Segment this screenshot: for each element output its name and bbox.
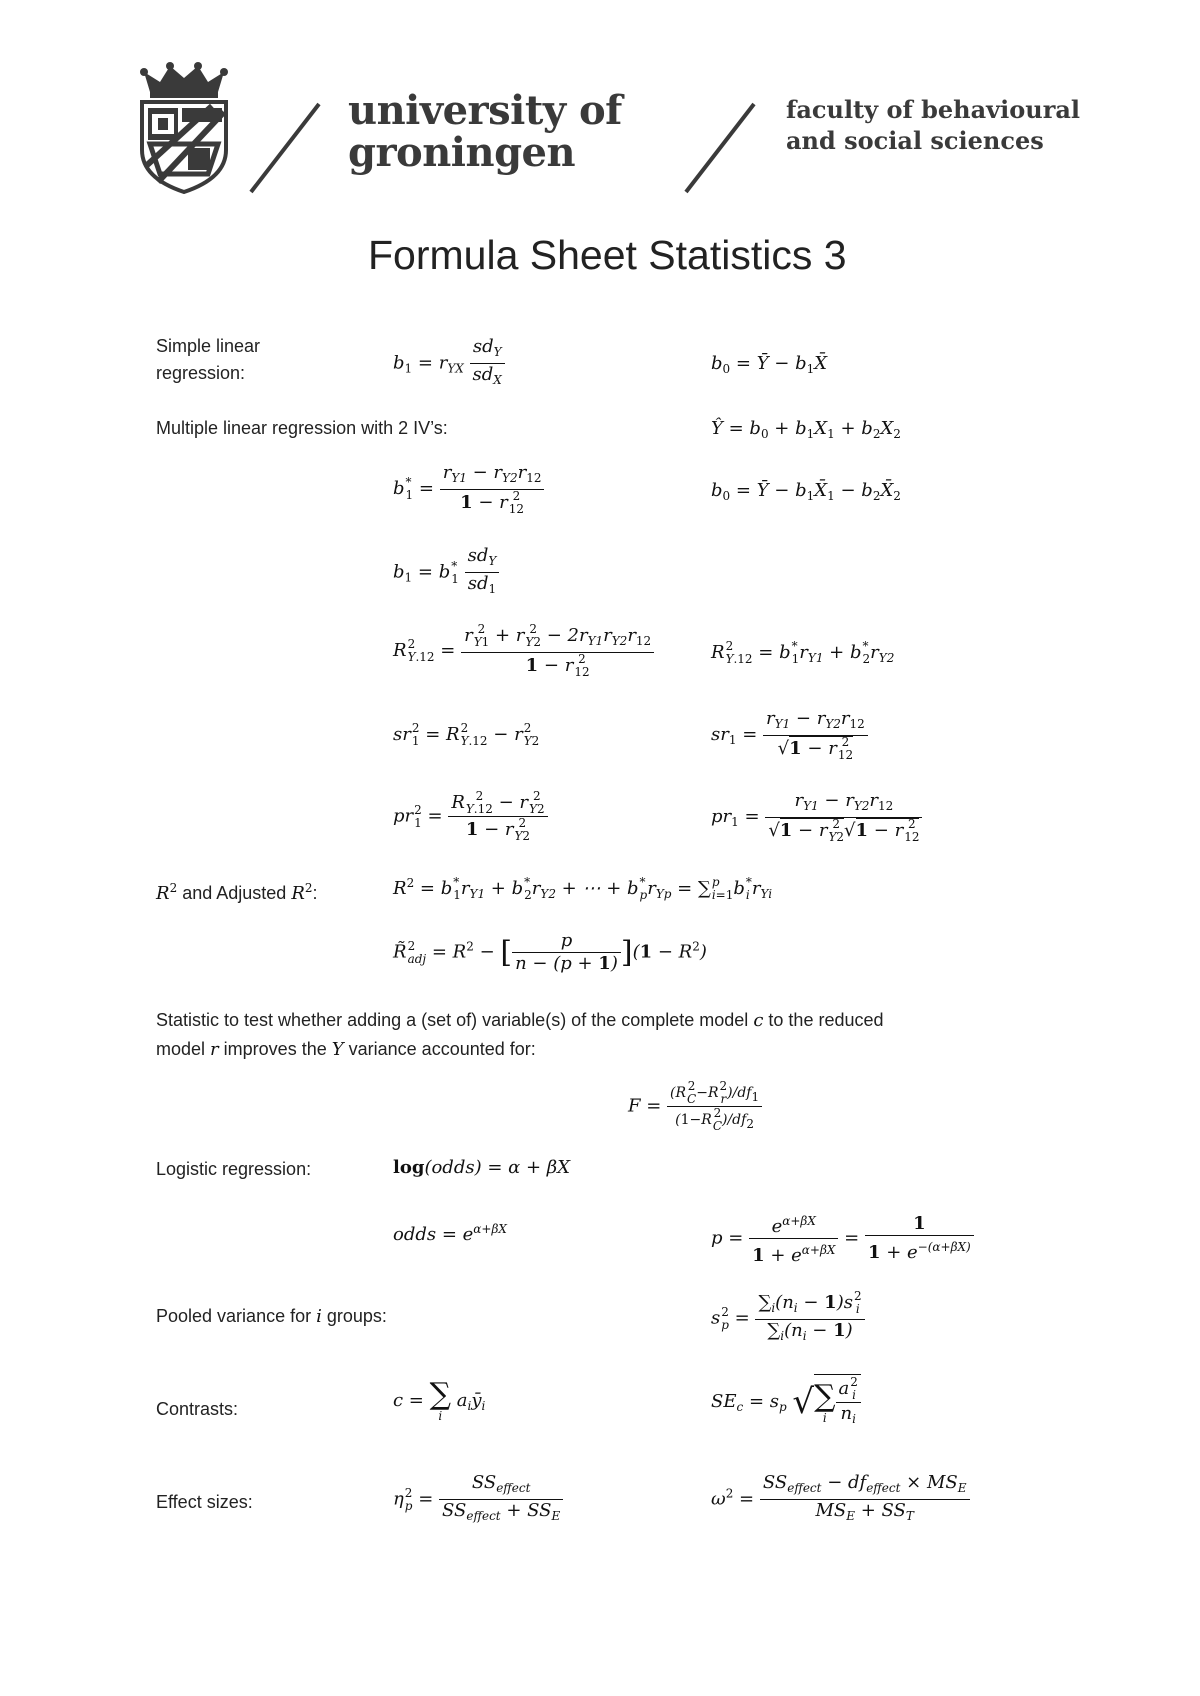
label-simple-line-1: Simple linear [156, 336, 261, 356]
university-crest-logo [138, 62, 230, 194]
formula-odds: odds = $e^{\alpha+\beta X}$ [393, 1222, 507, 1245]
label-pooled-variance: Pooled variance for i groups: [156, 1306, 387, 1327]
formula-b1-standardized: b * 1 = $r_{Y1} - r_{Y2}r_{12}$ 1 − r 2 12 [393, 462, 544, 516]
formula-contrast: c = ∑ i $a_iȳ_i$ [393, 1377, 486, 1423]
formula-pr1: $pr_1$ = $r_{Y1} - r_{Y2}r_{12}$ √1 − r 2 Y2 √1 − r 2 12 [711, 790, 922, 844]
label-pooled-b: groups: [326, 1306, 387, 1326]
faculty-line-2: and social sciences [786, 126, 1044, 155]
formula-f-statistic: F = (R 2 C −R 2 r )$/df_1$ (1−R 2 C )$/df_2$ [628, 1080, 762, 1133]
formula-r2-sum: $R^2 = b$ * 1 $r_{Y1} + b$ * 2 $r_{Y2}$ + ⋯ + b * p $r_{Yp}$ = ∑ p i=1 b * i $r_{Yi}$ [393, 875, 773, 902]
formula-b1-simple: $b_1 = r_{YX}$ $\frac{sd_Y}{sd_X}$ [393, 336, 505, 391]
label-multiple-regression: Multiple linear regression with 2 IV’s: [156, 418, 448, 438]
formula-r2-y12: R 2 Y.12 = r 2 Y1 + r 2 Y2 − $2r_{Y1}r_{Y2}r_{12}$ 1 − r 2 12 [393, 623, 654, 679]
statement-line-2: model r improves the Y variance accounted for: [156, 1039, 536, 1060]
label-logistic-regression: Logistic regression: [156, 1159, 312, 1179]
header-slash-right [680, 100, 760, 196]
formula-r2-adjusted: R̃ 2 adj = $R^2$ − [ $\frac{p}{n - (p + 1)}$ ]$(1 - R^2)$ [393, 930, 707, 974]
statement-line-1: Statistic to test whether adding a (set of) variable(s) of the complete model c to the reduced [156, 1010, 884, 1031]
formula-contrast-se: $SE_c = s_p$ √ ∑ i a 2 i $n_i$ [711, 1374, 861, 1430]
label-contrasts: Contrasts: [156, 1399, 239, 1419]
formula-probability: p = $\frac{e^{\alpha+\beta X}}{1 + e^{\alpha+\beta X}}$ = $\frac{1}{1 + e^{-(\alpha+\beta X)}}$ [711, 1210, 974, 1267]
formula-b0-simple: $b_0$ = Ȳ − $b_1X̄$ [711, 353, 828, 376]
formula-yhat: Ŷ = $b_0 + b_1X_1 + b_2X_2$ [711, 418, 901, 441]
label-r2-adjusted: $R^2$ and Adjusted $R^2$: [156, 881, 318, 904]
statement-line-2-b: improves the [223, 1039, 327, 1059]
formula-sr1-squared: sr 2 1 = R 2 Y.12 − r 2 Y2 [393, 721, 540, 748]
label-pooled-a: Pooled variance for [156, 1306, 312, 1326]
label-effect-sizes: Effect sizes: [156, 1492, 253, 1512]
label-simple-linear-regression [156, 333, 260, 387]
statement-line-1-a: Statistic to test whether adding a (set of) variable(s) of the complete model [156, 1010, 749, 1030]
page-title: Formula Sheet Statistics 3 [368, 232, 847, 278]
statement-line-2-c: variance accounted for: [348, 1039, 536, 1059]
header-slash-left [245, 100, 325, 196]
formula-partial-eta-squared: η 2 p = $\frac{SS_{effect}}{SS_{effect} + SS_E}$ [393, 1472, 563, 1527]
label-r2-and-adjusted: and Adjusted [182, 883, 287, 903]
formula-r2-y12-alt: R 2 Y.12 = b * 1 $r_{Y1} + b$ * 2 $r_{Y2}$ [711, 639, 895, 666]
formula-b1-unstandardized: $b_1 = b$ * 1 $\frac{sd_Y}{sd_1}$ [393, 545, 499, 600]
formula-pooled-variance: s 2 p = $\sum_i(n_i - 1)s$ 2 i $\sum_i(n_i - 1)$ [711, 1290, 865, 1347]
faculty-name [786, 94, 1080, 156]
label-simple-line-2: regression: [156, 363, 246, 383]
statement-line-1-b: to the reduced [768, 1010, 884, 1030]
formula-omega-squared: $\omega^2$ = $\frac{SS_{effect} - df_{effect} \times MS_E}{MS_E + SS_T}$ [711, 1472, 970, 1527]
formula-sr1: $sr_1$ = $r_{Y1} - r_{Y2}r_{12}$ √1 − r 2 12 [711, 708, 868, 762]
statement-f-test [156, 1006, 1056, 1064]
statement-line-2-a: model [156, 1039, 206, 1059]
university-line-1: university of [348, 87, 622, 134]
formula-pr1-squared: pr 2 1 = R 2 Y.12 − r 2 Y2 1 − r 2 Y2 [393, 790, 548, 843]
university-line-2: groningen [348, 129, 576, 176]
formula-log-odds: log(odds) = α + βX [393, 1157, 571, 1178]
formula-b0-multiple: $b_0$ = Ȳ − $b_1X̄_1$ − $b_2X̄_2$ [711, 480, 901, 503]
university-name [348, 87, 622, 176]
faculty-line-1: faculty of behavioural [786, 95, 1081, 124]
